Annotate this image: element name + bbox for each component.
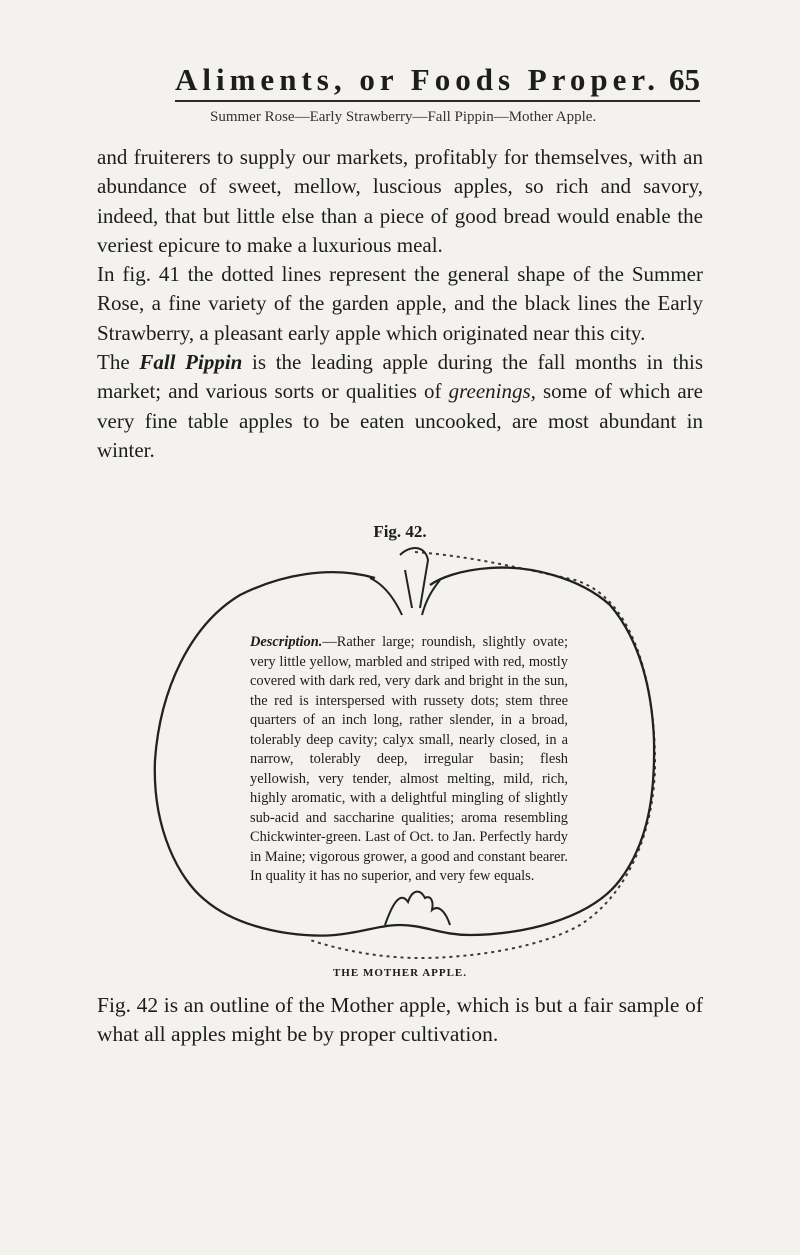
paragraph-3-start: The (97, 350, 140, 375)
figure-caption: THE MOTHER APPLE. (332, 967, 468, 979)
greenings-term: greenings, (448, 379, 536, 404)
stem-cavity (370, 578, 440, 615)
fall-pippin-term: Fall Pippin (139, 350, 243, 375)
description-label: Description. (250, 634, 323, 650)
closing-text: Fig. 42 is an outline of the Mother apple, which is but a fair sample of what all apples might be by proper cultivation. (97, 993, 703, 1046)
apple-stem (400, 548, 428, 608)
calyx-basin (385, 892, 450, 925)
paragraph-3-end: some of which are very fine table apples to be eaten uncooked, are most abundant in winter. (97, 379, 703, 462)
running-title: Aliments, or Foods Proper. (175, 62, 661, 97)
paragraph-3-mid: is the leading apple during the fall months in this market; and various sorts or qualities of (97, 350, 703, 404)
apple-description (250, 633, 568, 887)
figure-label: Fig. 42. (373, 522, 427, 541)
chapter-subhead: Summer Rose—Early Strawberry—Fall Pippin—Mother Apple. (210, 109, 597, 125)
page-number: 65 (669, 62, 700, 97)
closing-paragraph (97, 991, 703, 1049)
description-text: —Rather large; roundish, slightly ovate; very little yellow, marbled and striped with red, mostly covered with dark red, very dark and bright in the sun, the red is interspersed with russety dots; stem three quarters of an inch long, rather slender, in a broad, tolerably deep cavity; calyx small, nearly closed, in a narrow, tolerably deep, irregular basin; flesh yellowish, very tender, almost melting, mild, rich, highly aromatic, with a delightful mingling of slightly sub-acid and saccharine qualities; aroma resembling Chickwinter-green. Last of Oct. to Jan. Perfectly hardy in Maine; vigorous grower, a good and constant bearer. In quality it has no superior, and very few equals. (250, 634, 568, 884)
paragraph-2: In fig. 41 the dotted lines represent the general shape of the Summer Rose, a fine variety of the garden apple, and the black lines the Early Strawberry, a pleasant early apple which originated near this city. (97, 262, 703, 345)
paragraph-1: and fruiterers to supply our markets, profitably for themselves, with an abundance of sweet, mellow, luscious apples, so rich and savory, indeed, that but little else than a piece of good bread would enable the veriest epicure to make a luxurious meal. (97, 145, 703, 257)
